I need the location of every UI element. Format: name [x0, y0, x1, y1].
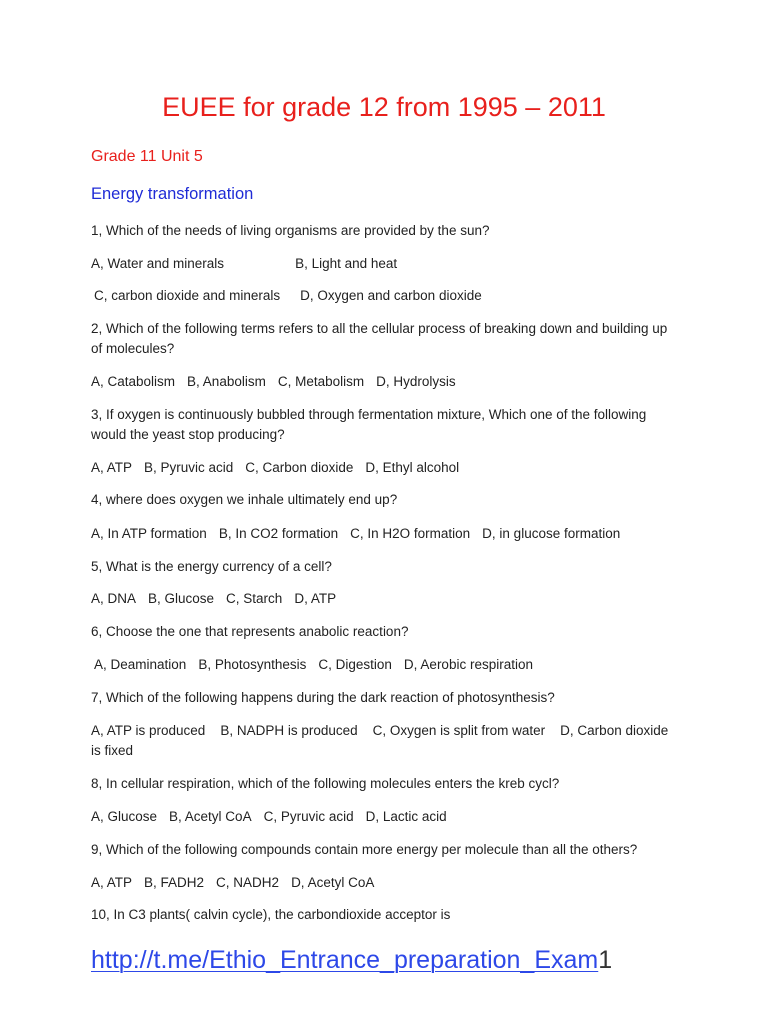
option-a: A, Deamination [94, 657, 187, 672]
question-5-options [91, 589, 348, 609]
question-6-options [94, 655, 545, 675]
question-2: 2, Which of the following terms refers to all the cellular process of breaking down and building up of molecules? [91, 321, 668, 356]
option-b: B, In CO2 formation [218, 526, 339, 541]
page-footer [91, 946, 612, 975]
question-6: 6, Choose the one that represents anabolic reaction? [91, 624, 409, 639]
option-d: D, in glucose formation [482, 526, 621, 541]
option-a: A, In ATP formation [91, 526, 207, 541]
question-5: 5, What is the energy currency of a cell? [91, 559, 332, 574]
question-4: 4, where does oxygen we inhale ultimately end up? [91, 492, 398, 507]
option-b: B, Acetyl CoA [169, 809, 252, 824]
question-4-options [91, 524, 632, 544]
topic-heading: Energy transformation [91, 185, 254, 203]
option-b: B, Photosynthesis [198, 657, 307, 672]
option-c: C, Metabolism [277, 374, 365, 389]
unit-heading: Grade 11 Unit 5 [91, 148, 203, 165]
option-c: C, Pyruvic acid [263, 809, 354, 824]
option-a: A, Catabolism [91, 374, 176, 389]
option-a: A, DNA [91, 591, 137, 606]
question-1-options-row-2 [94, 286, 482, 306]
question-10: 10, In C3 plants( calvin cycle), the carbondioxide acceptor is [91, 907, 451, 922]
question-3-options [91, 458, 471, 478]
option-d: D, Hydrolysis [376, 374, 456, 389]
question-8-options [91, 807, 459, 827]
option-b: B, Glucose [148, 591, 215, 606]
option-c: C, Digestion [318, 657, 392, 672]
question-3: 3, If oxygen is continuously bubbled through fermentation mixture, Which one of the following would the yeast stop producing? [91, 407, 647, 442]
question-2-options [91, 372, 468, 392]
question-9-options [91, 873, 386, 893]
option-a: A, Water and minerals [91, 256, 225, 271]
question-7: 7, Which of the following happens during the dark reaction of photosynthesis? [91, 690, 555, 705]
option-d: D, Aerobic respiration [403, 657, 533, 672]
option-c: C, carbon dioxide and minerals [94, 288, 281, 303]
option-a: A, ATP [91, 460, 133, 475]
option-b: B, Pyruvic acid [144, 460, 234, 475]
page-title: EUEE for grade 12 from 1995 – 2011 [162, 92, 606, 122]
option-d: D, Oxygen and carbon dioxide [300, 288, 482, 303]
question-1-options-row-1 [91, 254, 397, 274]
option-b: B, Light and heat [295, 256, 398, 271]
option-c: C, Starch [226, 591, 283, 606]
option-d: D, ATP [294, 591, 337, 606]
option-a: A, Glucose [91, 809, 158, 824]
option-a: A, ATP [91, 875, 133, 890]
question-9: 9, Which of the following compounds contain more energy per molecule than all the others? [91, 842, 638, 857]
telegram-link[interactable]: http://t.me/Ethio_Entrance_preparation_Exam [91, 946, 599, 974]
option-d: D, Lactic acid [365, 809, 447, 824]
option-d: D, Ethyl alcohol [365, 460, 460, 475]
page-number: 1 [598, 946, 613, 974]
question-7-options: A, ATP is produced B, NADPH is produced C, Oxygen is split from water D, Carbon dioxide is fixed [91, 723, 673, 758]
question-8: 8, In cellular respiration, which of the following molecules enters the kreb cycl? [91, 776, 560, 791]
question-1: 1, Which of the needs of living organisms are provided by the sun? [91, 223, 490, 238]
option-c: C, Carbon dioxide [245, 460, 354, 475]
option-b: B, FADH2 [144, 875, 205, 890]
option-c: C, In H2O formation [350, 526, 471, 541]
option-b: B, Anabolism [187, 374, 266, 389]
option-d: D, Acetyl CoA [291, 875, 375, 890]
option-c: C, NADH2 [216, 875, 280, 890]
